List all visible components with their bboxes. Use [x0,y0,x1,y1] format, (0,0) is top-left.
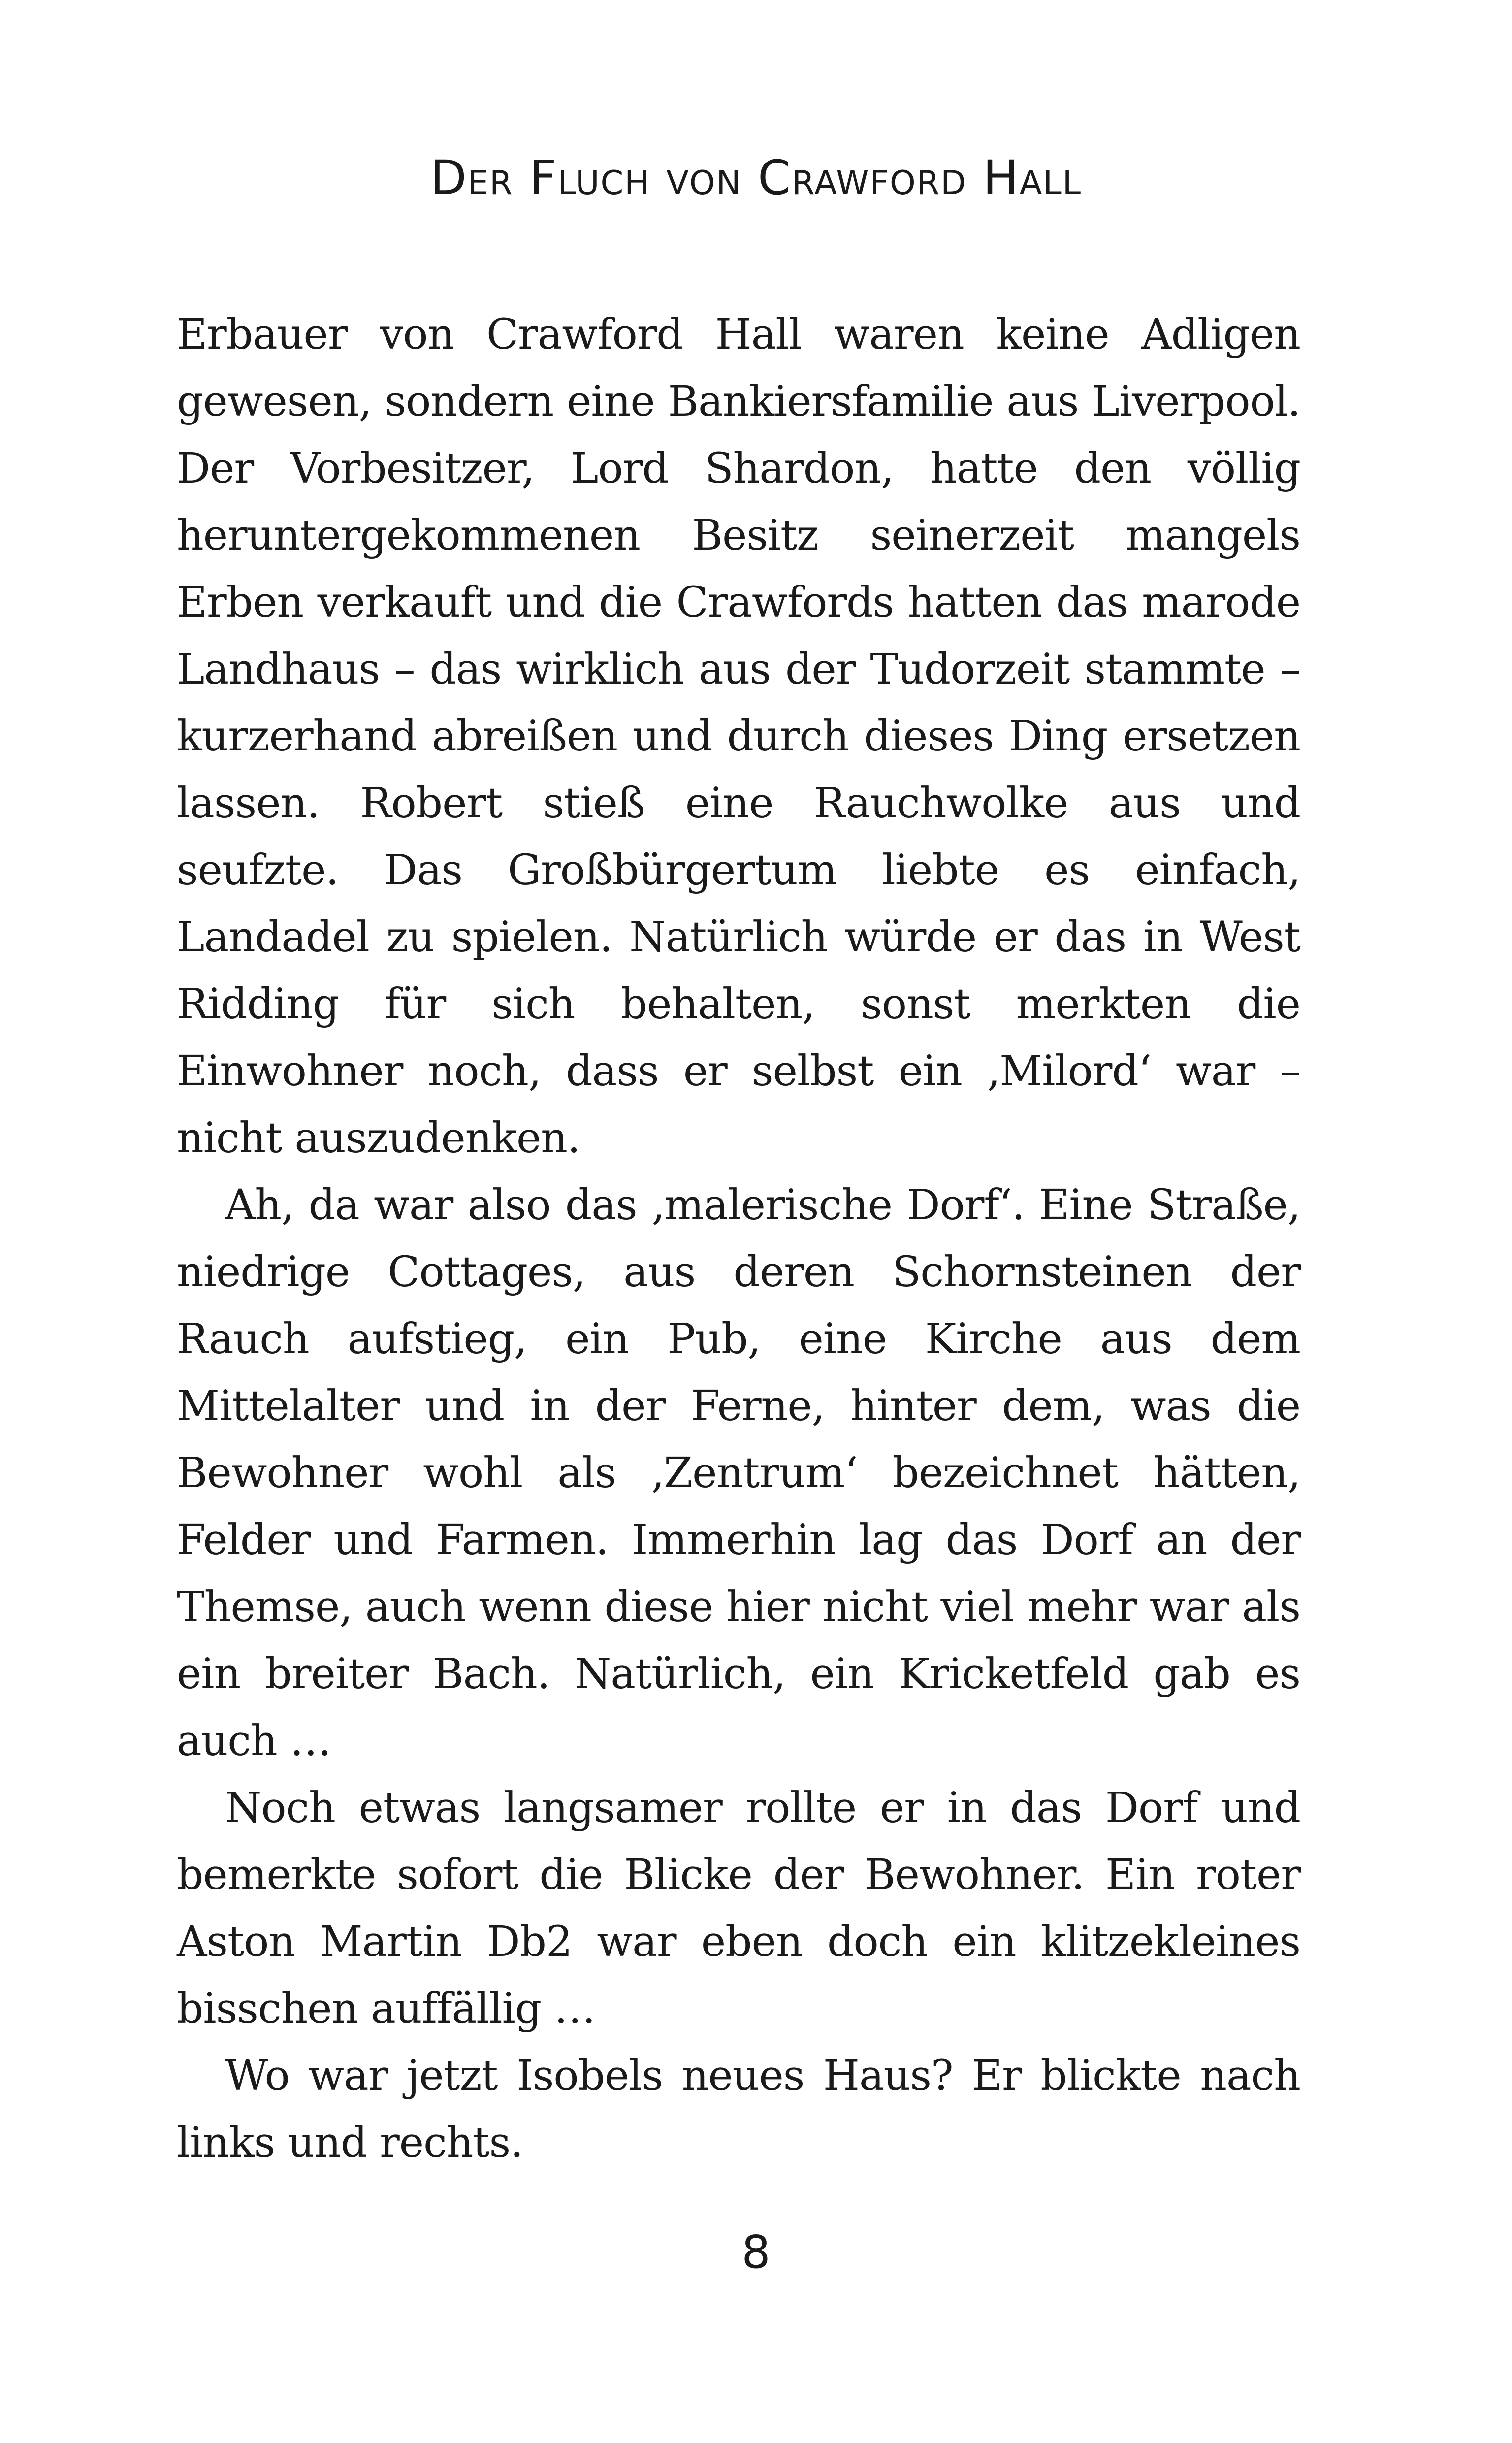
paragraph-2: Ah, da war also das ‚malerische Dorf‘. Eine Straße, niedrige Cottages, aus deren Schornsteinen der Rauch aufstieg, ein Pub, eine Kirche aus dem Mittelalter und in der Ferne, hinter dem, was die Bewohner wohl als ‚Zentrum‘ bezeichnet hätten, Felder und Farmen. Immerhin lag das Dorf an der Themse, auch wenn diese hier nicht viel mehr war als ein breiter Bach. Natürlich, ein Kricketfeld gab es auch … [177,1181,1300,1765]
paragraph-1: Erbauer von Crawford Hall waren keine Adligen gewesen, sondern eine Bankiersfamilie aus Liverpool. Der Vorbesitzer, Lord Shardon, hatte den völlig heruntergekommenen Besitz seinerzeit mangels Erben verkauft und die Crawfords hatten das marode Landhaus – das wirklich aus der Tudorzeit stammte – kurzerhand abreißen und durch dieses Ding ersetzen lassen. Robert stieß eine Rauchwolke aus und seufzte. Das Großbürgertum liebte es einfach, Landadel zu spielen. Natürlich würde er das in West Ridding für sich behalten, sonst merkten die Einwohner noch, dass er selbst ein ‚Milord‘ war – nicht auszudenken. [177,310,1300,1163]
body-text [177,301,1300,2177]
page-number: 8 [741,2226,771,2279]
paragraph-4: Wo war jetzt Isobels neues Haus? Er blickte nach links und rechts. [177,2052,1300,2167]
paragraph-3: Noch etwas langsamer rollte er in das Dorf und bemerkte sofort die Blicke der Bewohner. Ein roter Aston Martin Db2 war eben doch ein klitzekleines bisschen auffällig … [177,1784,1300,2033]
running-header: Der Fluch von Crawford Hall [430,150,1082,205]
